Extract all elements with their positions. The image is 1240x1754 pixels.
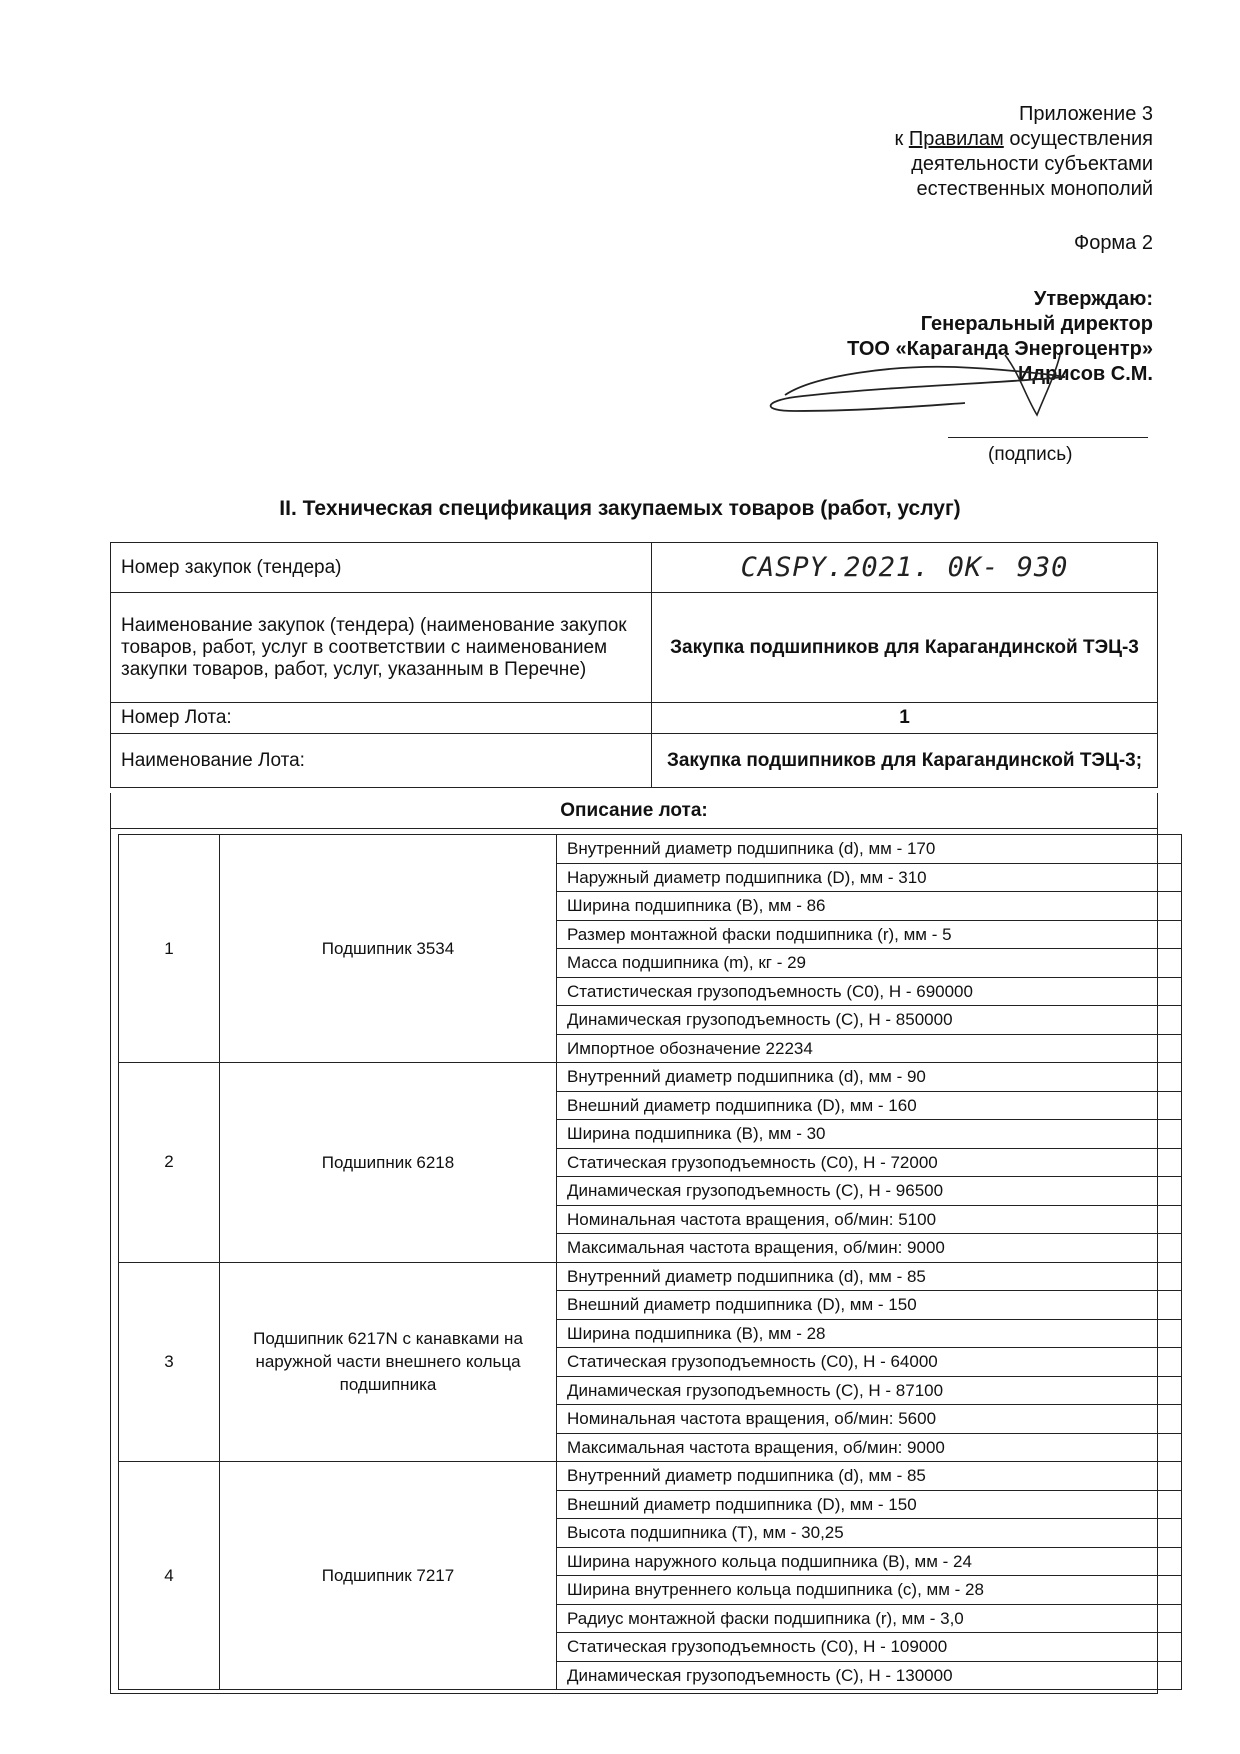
item-param: Внутренний диаметр подшипника (d), мм - 170 <box>557 835 1182 864</box>
lot-name-value: Закупка подшипников для Карагандинской ТЭЦ-3; <box>652 734 1158 788</box>
lot-name-label: Наименование Лота: <box>111 734 652 788</box>
section-title: II. Техническая спецификация закупаемых товаров (работ, услуг) <box>279 497 961 520</box>
item-param: Ширина подшипника (B), мм - 30 <box>557 1120 1182 1149</box>
signature-line <box>948 437 1148 438</box>
item-name: Подшипник 6218 <box>220 1063 557 1263</box>
lot-name-row <box>111 734 1158 788</box>
lot-description-header: Описание лота: <box>110 793 1158 829</box>
procurement-number-row <box>111 543 1158 593</box>
item-name: Подшипник 6217N с канавками на наружной части внешнего кольца подшипника <box>220 1262 557 1462</box>
procurement-number-handwritten: CASPY.2021. 0K- 930 <box>740 552 1069 583</box>
item-param: Статистическая грузоподъемность (C0), Н - 690000 <box>557 977 1182 1006</box>
lot-number-label: Номер Лота: <box>111 703 652 734</box>
rules-prefix: к <box>894 128 909 150</box>
approval-name: Идрисов С.М. <box>1018 363 1153 385</box>
item-param: Внутренний диаметр подшипника (d), мм - 90 <box>557 1063 1182 1092</box>
item-param: Ширина наружного кольца подшипника (B), мм - 24 <box>557 1547 1182 1576</box>
procurement-name-row <box>111 593 1158 703</box>
signature-caption: (подпись) <box>988 444 1073 465</box>
lot-number-row <box>111 703 1158 734</box>
item-param: Динамическая грузоподъемность (C), Н - 87100 <box>557 1376 1182 1405</box>
item-param: Импортное обозначение 22234 <box>557 1034 1182 1063</box>
procurement-number-label: Номер закупок (тендера) <box>111 543 652 593</box>
item-param: Статическая грузоподъемность (C0), Н - 72000 <box>557 1148 1182 1177</box>
item-number: 3 <box>119 1262 220 1462</box>
item-param-row <box>119 835 1182 864</box>
rules-suffix: осуществления <box>1003 128 1153 150</box>
item-param-row <box>119 1462 1182 1491</box>
item-name: Подшипник 3534 <box>220 835 557 1063</box>
item-number: 2 <box>119 1063 220 1263</box>
procurement-name-value: Закупка подшипников для Карагандинской ТЭЦ-3 <box>652 593 1158 703</box>
item-param: Внутренний диаметр подшипника (d), мм - 85 <box>557 1262 1182 1291</box>
item-param: Высота подшипника (T), мм - 30,25 <box>557 1519 1182 1548</box>
handwritten-signature <box>755 345 1085 425</box>
approval-title: Утверждаю: <box>1033 288 1153 310</box>
procurement-number-value <box>652 543 1158 593</box>
item-param-row <box>119 1063 1182 1092</box>
item-param: Внешний диаметр подшипника (D), мм - 150 <box>557 1291 1182 1320</box>
item-param: Максимальная частота вращения, об/мин: 9000 <box>557 1234 1182 1263</box>
item-param: Номинальная частота вращения, об/мин: 5100 <box>557 1205 1182 1234</box>
item-param: Внешний диаметр подшипника (D), мм - 160 <box>557 1091 1182 1120</box>
item-param: Ширина подшипника (B), мм - 86 <box>557 892 1182 921</box>
item-param: Динамическая грузоподъемность (C), Н - 850000 <box>557 1006 1182 1035</box>
item-number: 4 <box>119 1462 220 1690</box>
appendix-rules-line <box>713 127 1153 152</box>
item-param: Радиус монтажной фаски подшипника (r), мм - 3,0 <box>557 1604 1182 1633</box>
appendix-header <box>713 102 1153 202</box>
appendix-line3: деятельности субъектами <box>911 153 1153 175</box>
appendix-line4: естественных монополий <box>916 178 1153 200</box>
procurement-table <box>110 542 1158 788</box>
item-param: Статическая грузоподъемность (C0), Н - 64000 <box>557 1348 1182 1377</box>
approval-position: Генеральный директор <box>920 313 1153 335</box>
procurement-name-label: Наименование закупок (тендера) (наименование закупок товаров, работ, услуг в соответствии с наименованием закупки товаров, работ, услуг, указанным в Перечне) <box>111 593 652 703</box>
item-param: Наружный диаметр подшипника (D), мм - 310 <box>557 863 1182 892</box>
appendix-number: Приложение 3 <box>1019 103 1153 125</box>
item-param: Динамическая грузоподъемность (C), Н - 130000 <box>557 1661 1182 1690</box>
item-param: Динамическая грузоподъемность (C), Н - 96500 <box>557 1177 1182 1206</box>
lot-number-value: 1 <box>652 703 1158 734</box>
item-param: Максимальная частота вращения, об/мин: 9000 <box>557 1433 1182 1462</box>
item-param: Размер монтажной фаски подшипника (r), мм - 5 <box>557 920 1182 949</box>
items-body <box>119 835 1182 1690</box>
approval-company: ТОО «Караганда Энергоцентр» <box>847 338 1153 360</box>
item-param: Внешний диаметр подшипника (D), мм - 150 <box>557 1490 1182 1519</box>
form-label: Форма 2 <box>1073 232 1153 254</box>
item-param: Внутренний диаметр подшипника (d), мм - 85 <box>557 1462 1182 1491</box>
item-param: Ширина подшипника (B), мм - 28 <box>557 1319 1182 1348</box>
items-table <box>118 834 1182 1690</box>
item-param-row <box>119 1262 1182 1291</box>
item-param: Масса подшипника (m), кг - 29 <box>557 949 1182 978</box>
item-number: 1 <box>119 835 220 1063</box>
item-name: Подшипник 7217 <box>220 1462 557 1690</box>
item-param: Статическая грузоподъемность (C0), Н - 109000 <box>557 1633 1182 1662</box>
item-param: Ширина внутреннего кольца подшипника (c), мм - 28 <box>557 1576 1182 1605</box>
item-param: Номинальная частота вращения, об/мин: 5600 <box>557 1405 1182 1434</box>
rules-link[interactable]: Правилам <box>908 128 1004 150</box>
